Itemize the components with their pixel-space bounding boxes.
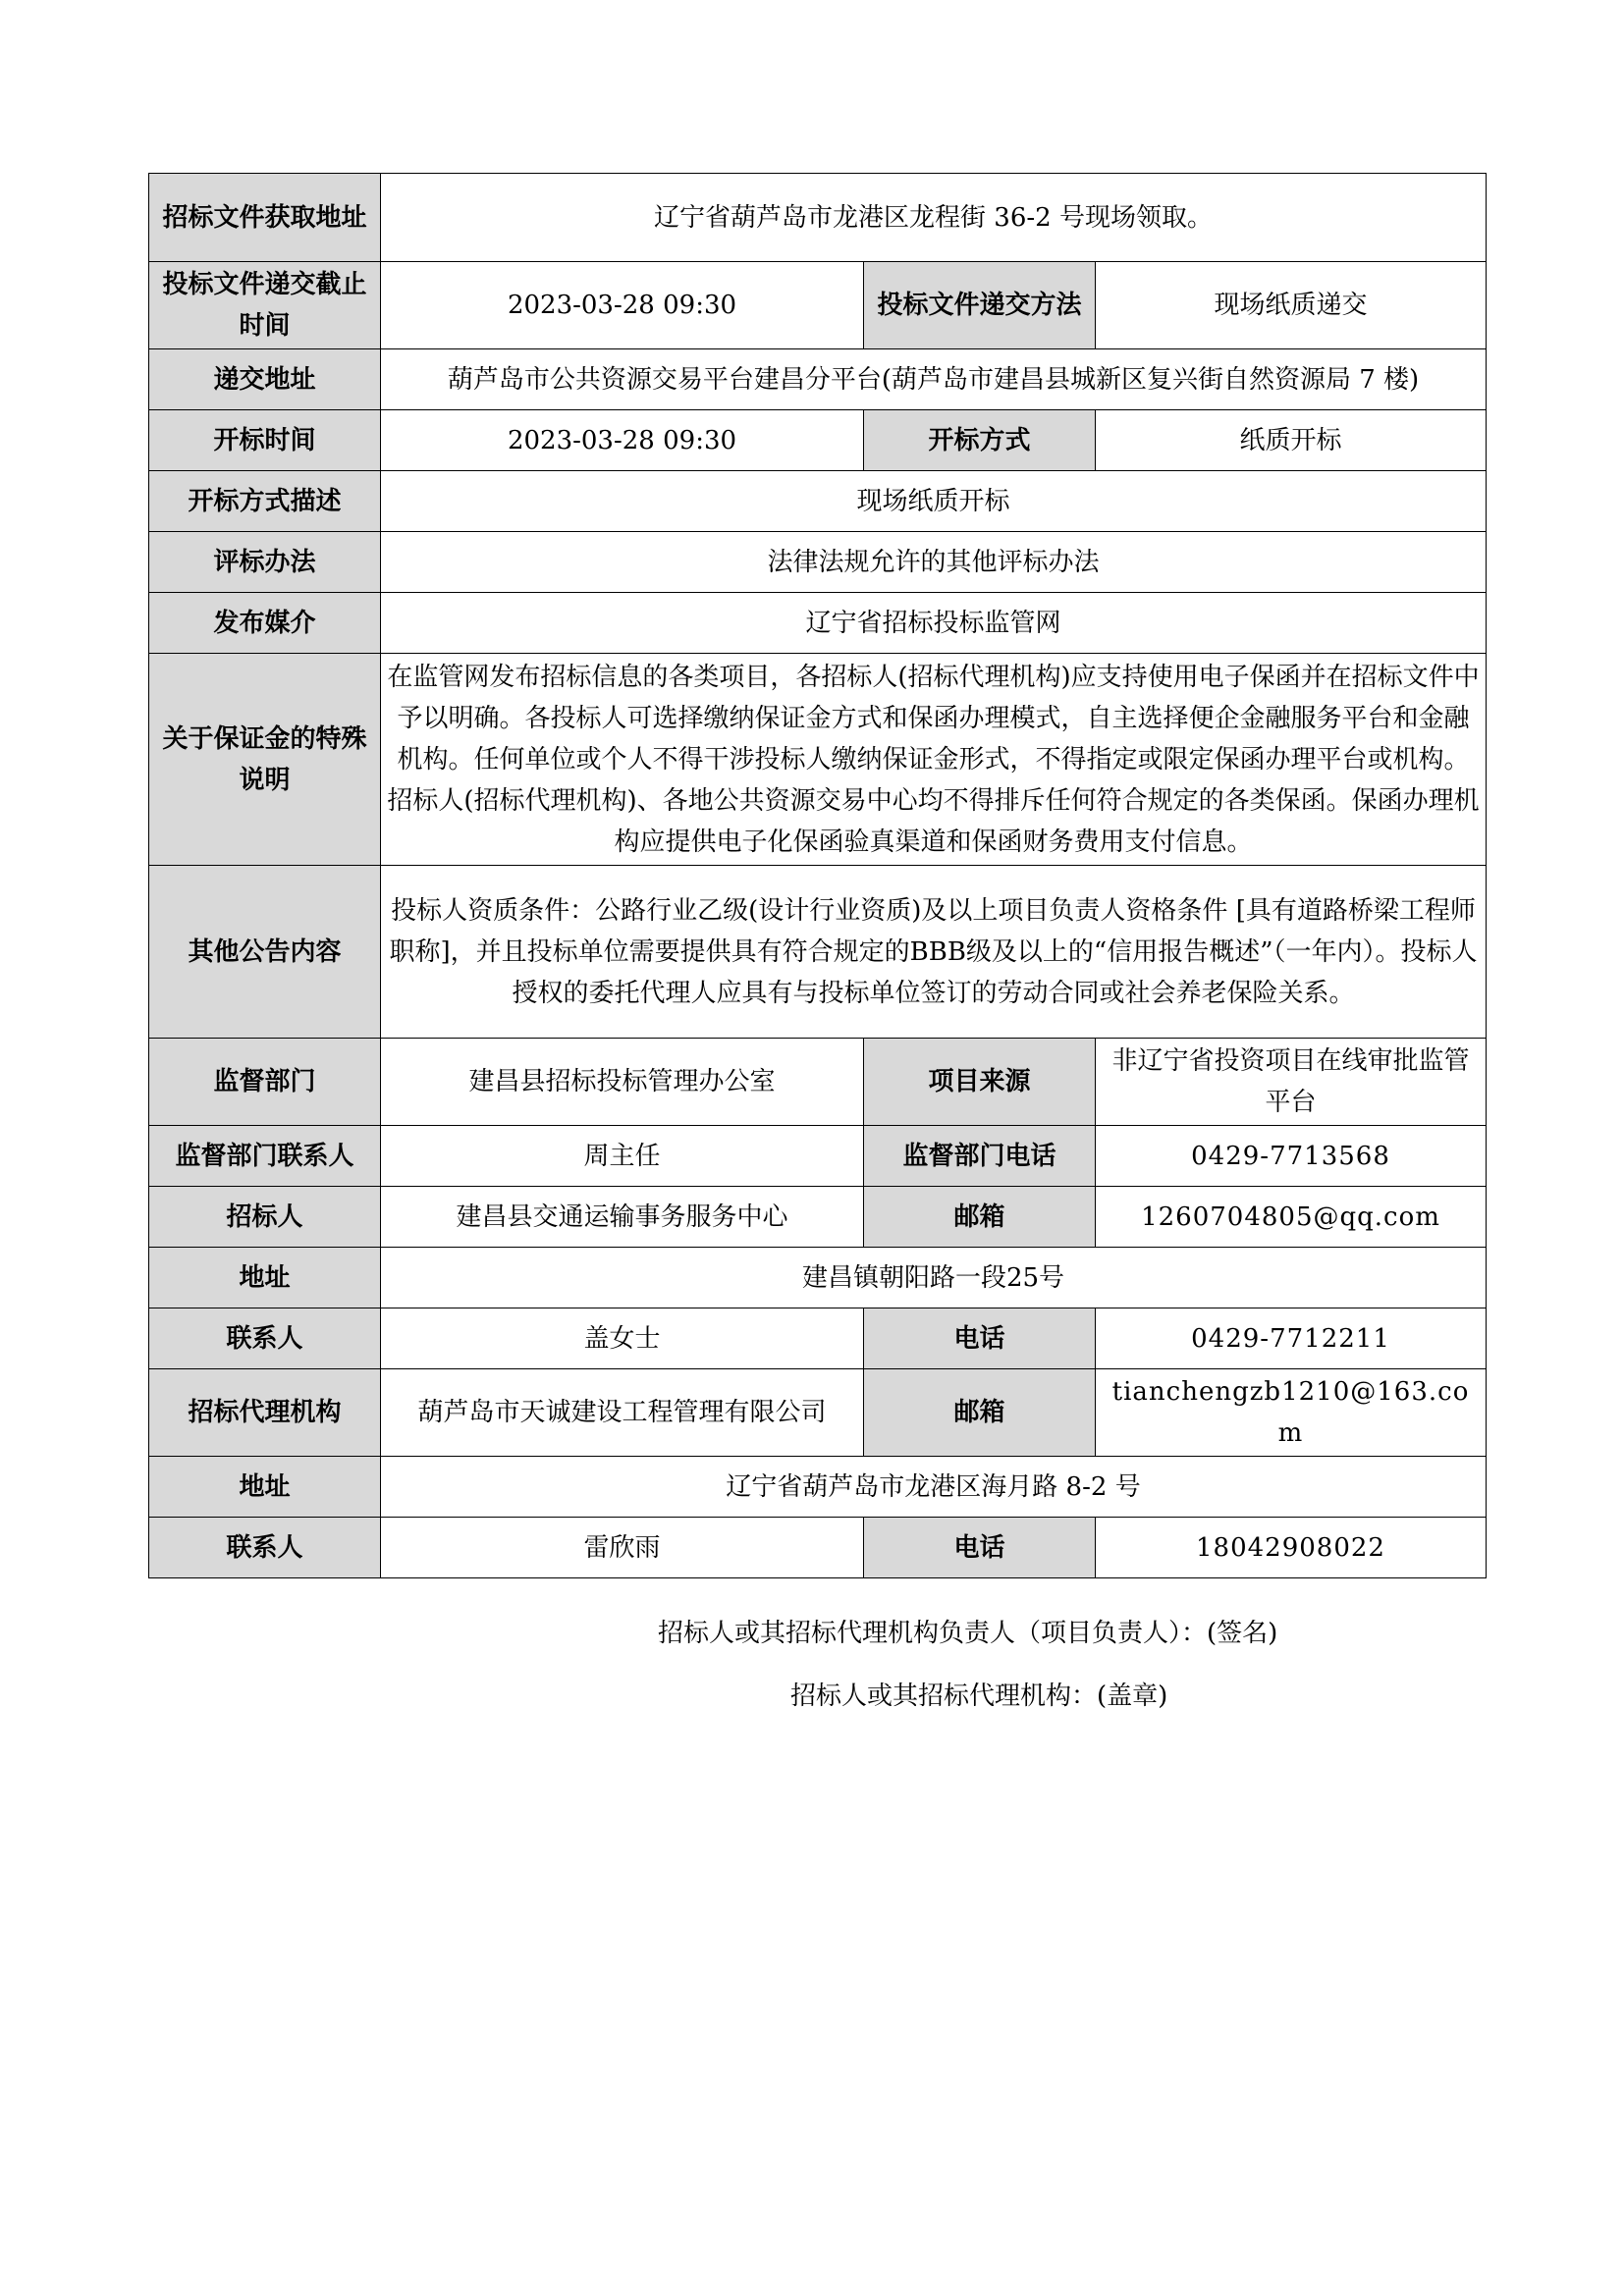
row-value-secondary: 0429-7712211: [1096, 1308, 1487, 1369]
row-label: 投标文件递交截止时间: [149, 262, 381, 349]
row-label: 发布媒介: [149, 593, 381, 654]
row-label: 评标办法: [149, 532, 381, 593]
row-value: 现场纸质开标: [381, 471, 1487, 532]
table-row: [149, 1518, 1487, 1578]
table-row: [149, 1308, 1487, 1369]
row-label: 联系人: [149, 1308, 381, 1369]
row-label: 开标方式描述: [149, 471, 381, 532]
row-label: 招标人: [149, 1187, 381, 1248]
row-value: 辽宁省葫芦岛市龙港区龙程街 36-2 号现场领取。: [381, 174, 1487, 262]
row-value: 2023-03-28 09:30: [381, 262, 864, 349]
row-value: 辽宁省葫芦岛市龙港区海月路 8-2 号: [381, 1457, 1487, 1518]
table-row: [149, 1039, 1487, 1126]
seal-line: 招标人或其招标代理机构：(盖章): [790, 1682, 1168, 1711]
row-value-secondary: 18042908022: [1096, 1518, 1487, 1578]
row-value: 雷欣雨: [381, 1518, 864, 1578]
table-row: [149, 262, 1487, 349]
row-label-secondary: 监督部门电话: [864, 1126, 1096, 1187]
table-row: [149, 174, 1487, 262]
row-value: 法律法规允许的其他评标办法: [381, 532, 1487, 593]
row-value: 建昌镇朝阳路一段25号: [381, 1248, 1487, 1308]
row-label: 关于保证金的特殊说明: [149, 654, 381, 866]
row-label-secondary: 邮箱: [864, 1187, 1096, 1248]
row-value: 周主任: [381, 1126, 864, 1187]
table-row: [149, 1248, 1487, 1308]
table-row: [149, 866, 1487, 1039]
table-row: [149, 593, 1487, 654]
table-row: [149, 654, 1487, 866]
table-row: [149, 471, 1487, 532]
table-row: [149, 1369, 1487, 1457]
row-label: 开标时间: [149, 410, 381, 471]
row-label-secondary: 项目来源: [864, 1039, 1096, 1126]
row-label: 监督部门: [149, 1039, 381, 1126]
row-label-secondary: 投标文件递交方法: [864, 262, 1096, 349]
row-value: 葫芦岛市天诚建设工程管理有限公司: [381, 1369, 864, 1457]
row-label: 递交地址: [149, 349, 381, 410]
row-value-secondary: 纸质开标: [1096, 410, 1487, 471]
row-value: 葫芦岛市公共资源交易平台建昌分平台(葫芦岛市建昌县城新区复兴街自然资源局 7 楼): [381, 349, 1487, 410]
row-value: 建昌县招标投标管理办公室: [381, 1039, 864, 1126]
row-label: 招标文件获取地址: [149, 174, 381, 262]
row-label-secondary: 开标方式: [864, 410, 1096, 471]
bid-info-table: [148, 173, 1487, 1578]
row-label: 监督部门联系人: [149, 1126, 381, 1187]
row-label-secondary: 电话: [864, 1308, 1096, 1369]
table-row: [149, 532, 1487, 593]
row-value: 建昌县交通运输事务服务中心: [381, 1187, 864, 1248]
row-label-secondary: 电话: [864, 1518, 1096, 1578]
table-row: [149, 1187, 1487, 1248]
row-label-secondary: 邮箱: [864, 1369, 1096, 1457]
row-label: 地址: [149, 1457, 381, 1518]
row-value-secondary: tianchengzb1210@163.com: [1096, 1369, 1487, 1457]
row-value: 辽宁省招标投标监管网: [381, 593, 1487, 654]
row-value: 盖女士: [381, 1308, 864, 1369]
row-value: 2023-03-28 09:30: [381, 410, 864, 471]
table-row: [149, 1457, 1487, 1518]
row-label: 招标代理机构: [149, 1369, 381, 1457]
row-label: 其他公告内容: [149, 866, 381, 1039]
table-row: [149, 349, 1487, 410]
row-value-secondary: 1260704805@qq.com: [1096, 1187, 1487, 1248]
row-value-secondary: 0429-7713568: [1096, 1126, 1487, 1187]
table-row: [149, 1126, 1487, 1187]
row-value-secondary: 现场纸质递交: [1096, 262, 1487, 349]
other-announcement: 投标人资质条件：公路行业乙级(设计行业资质)及以上项目负责人资格条件 [具有道路桥梁工程师职称]，并且投标单位需要提供具有符合规定的BBB级及以上的“信用报告概述”（一年内）。投标人授权的委托代理人应具有与投标单位签订的劳动合同或社会养老保险关系。: [381, 866, 1487, 1039]
row-label: 地址: [149, 1248, 381, 1308]
row-label: 联系人: [149, 1518, 381, 1578]
row-value-secondary: 非辽宁省投资项目在线审批监管平台: [1096, 1039, 1487, 1126]
table-row: [149, 410, 1487, 471]
deposit-note: 在监管网发布招标信息的各类项目，各招标人(招标代理机构)应支持使用电子保函并在招标文件中予以明确。各投标人可选择缴纳保证金方式和保函办理模式，自主选择便企金融服务平台和金融机构。任何单位或个人不得干涉投标人缴纳保证金形式，不得指定或限定保函办理平台或机构。招标人(招标代理机构)、各地公共资源交易中心均不得排斥任何符合规定的各类保函。保函办理机构应提供电子化保函验真渠道和保函财务费用支付信息。: [381, 654, 1487, 866]
signature-line: 招标人或其招标代理机构负责人（项目负责人）：(签名): [658, 1619, 1278, 1648]
